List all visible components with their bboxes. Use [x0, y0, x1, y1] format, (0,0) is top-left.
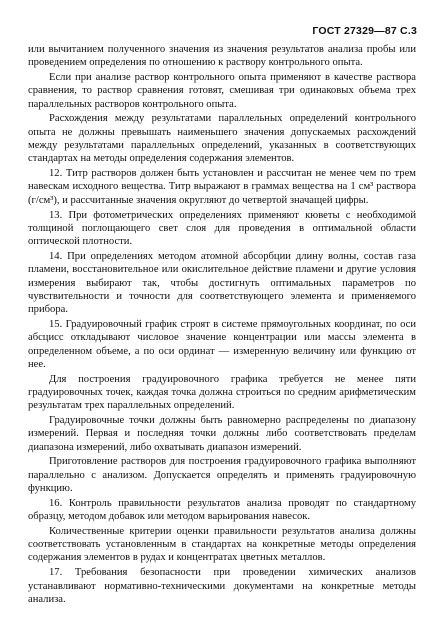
paragraph-calibration-points: Для построения градуировочного графика требуется не менее пяти градуировочных точек, каждая точка должна строиться по средним арифметическим результатам трех параллельных определений. [28, 373, 416, 412]
clause-13: 13. При фотометрических определениях применяют кюветы с необходимой толщиной поглощающего свет слоя для проведения в оптимальной области оптической плотности. [28, 209, 416, 248]
paragraph-blank-tolerance: Расхождения между результатами параллельных определений контрольного опыта не должны превышать наименьшего значения допускаемых расхождений между результатами параллельных определений, указанных в соответствующих стандартах на методы определения содержания элементов. [28, 113, 416, 165]
paragraph-accuracy-criteria: Количественные критерии оценки правильности результатов анализа должны соответствовать установленным в стандартах на конкретные методы определения содержания элементов в рудах и концентратах цветных металлов. [28, 525, 416, 564]
clause-14: 14. При определениях методом атомной абсорбции длину волны, состав газа пламени, восстановительное или окислительное действие пламени и другие условия измерения выбирают так, чтобы достигнуть оптимальных параметров по чувствительности и точности для соответствующего элемента и применяемого прибора. [28, 250, 416, 316]
paragraph-calibration-solutions: Приготовление растворов для построения градуировочного графика выполняют параллельно с анализом. Допускается определять и применять градуировочную функцию. [28, 456, 416, 494]
paragraph-continuation: или вычитанием полученного значения из значения результатов анализа пробы или проведением определения по отношению к раствору контрольного опыта. [28, 44, 416, 69]
clause-15: 15. Градуировочный график строят в системе прямоугольных координат, по оси абсцисс откладывают числовое значение концентрации или массы элемента в определенном объеме, а по оси ординат — измеренную величину или функцию от нее. [28, 318, 416, 370]
running-header: ГОСТ 27329—87 С.3 [312, 25, 417, 37]
body-text [28, 43, 416, 608]
paragraph-blank-reference: Если при анализе раствор контрольного опыта применяют в качестве раствора сравнения, то раствор сравнения готовят, смешивая три одинаковых объема трех параллельных растворов контрольного опыта. [28, 72, 416, 110]
clause-16: 16. Контроль правильности результатов анализа проводят по стандартному образцу, методом добавок или методом варьирования навесок. [28, 497, 416, 523]
paragraph-calibration-range: Градуировочные точки должны быть равномерно распределены по диапазону измерений. Первая и последняя точки должны либо соответствовать пределам диапазона измерений, либо охватывать диапазон измерений. [28, 415, 416, 453]
clause-12: 12. Титр растворов должен быть установлен и рассчитан не менее чем по трем навескам исходного вещества. Титр выражают в граммах вещества на 1 см³ раствора (г/см³), и рассчитанные значения округляют до четвертой значащей цифры. [28, 168, 416, 206]
clause-17: 17. Требования безопасности при проведении химических анализов устанавливают нормативно-техническими документами на конкретные методы анализа. [28, 567, 416, 605]
